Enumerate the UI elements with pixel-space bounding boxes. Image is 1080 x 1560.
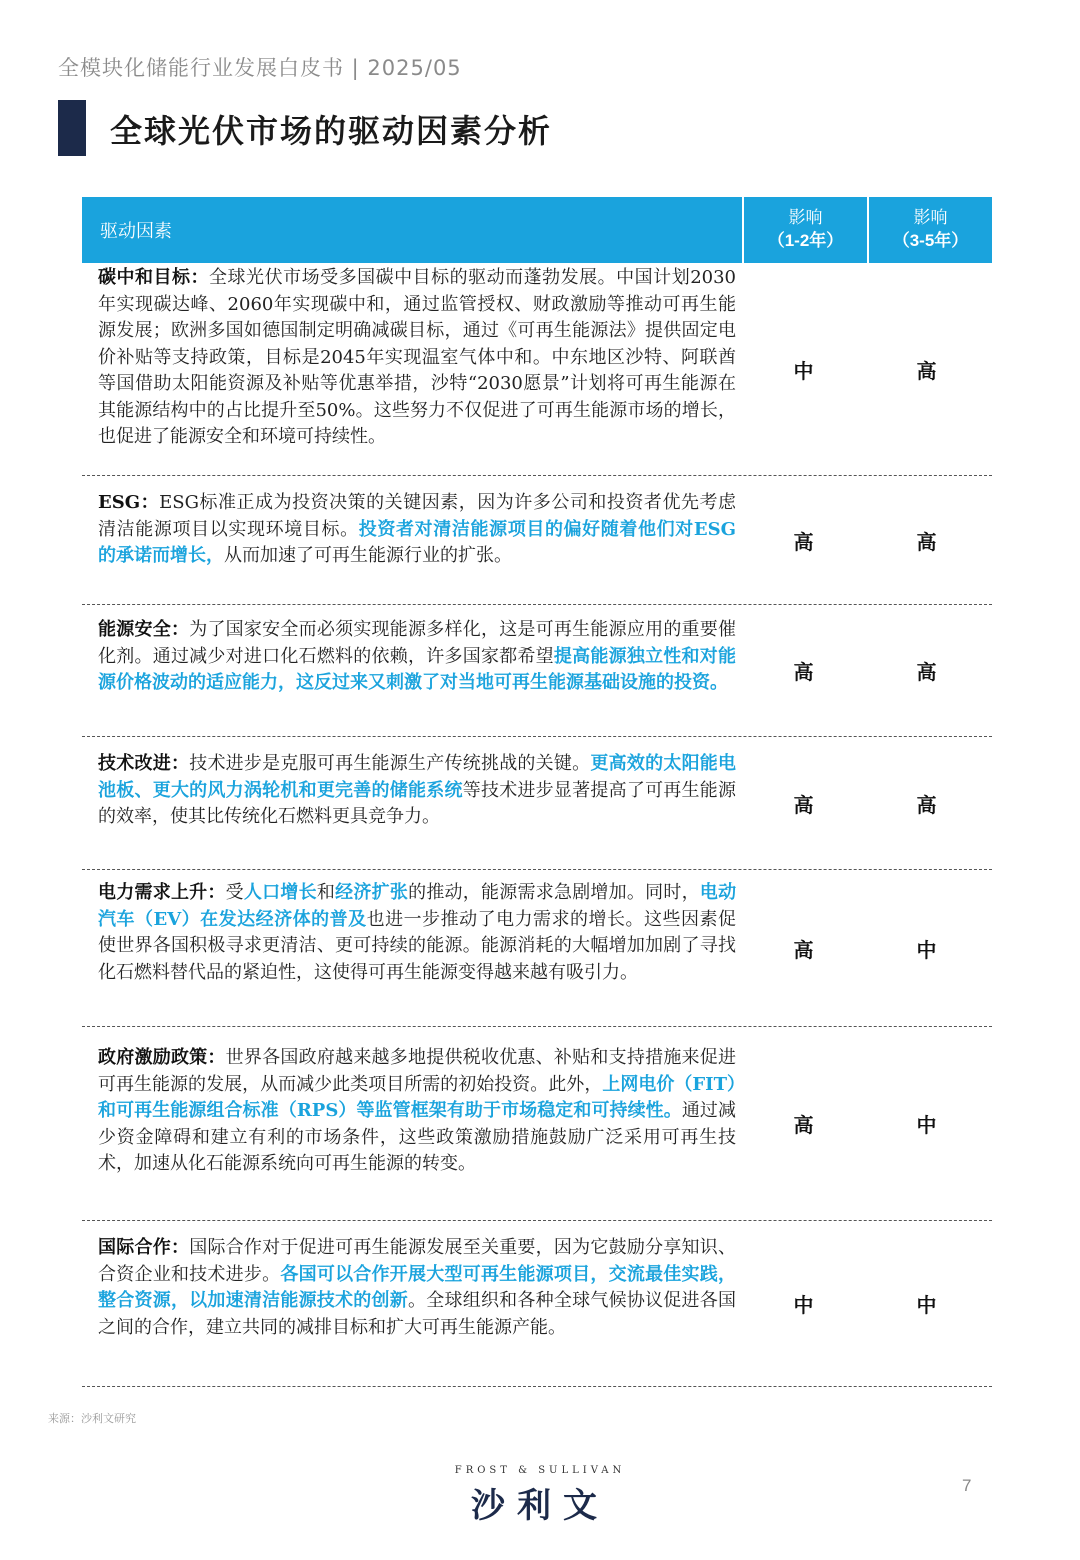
body-text: 等技术进步显著提高了可再生能源的效率，使其比传统化石燃料更具竞争力。 (98, 779, 737, 827)
factor-description (82, 476, 742, 604)
body-text: 技术进步是克服可再生能源生产传统挑战的关键。 (189, 753, 591, 774)
body-text: 。全球组织和各种全球气候协议促进各国之间的合作，建立共同的减排目标和扩大可再生能源产能。 (98, 1290, 736, 1338)
highlighted-text: 更高效的太阳能电池板、更大的风力涡轮机和更完善的储能系统 (98, 753, 737, 801)
frost-sullivan-logo (430, 1465, 650, 1527)
table-row (82, 1027, 992, 1221)
table-row (82, 737, 992, 870)
highlighted-text: 上网电价（FIT）和可再生能源组合标准（RPS）等监管框架有助于市场稳定和可持续性。 (98, 1073, 737, 1121)
table-row (82, 605, 992, 737)
factor-heading-colon: ： (170, 1237, 190, 1258)
factor-description (82, 1027, 742, 1220)
impact-3-5-value: 高 (916, 529, 937, 554)
highlighted-text: 电动汽车（EV）在发达经济体的普及 (98, 882, 737, 930)
factor-heading-colon: ： (207, 882, 226, 903)
body-text: ESG标准正成为投资决策的关键因素，因为许多公司和投资者优先考虑清洁能源项目以实现环境目标。 (98, 492, 736, 540)
factor-heading-colon: ： (170, 619, 190, 640)
body-text: 从而加速了可再生能源行业的扩张。 (224, 545, 512, 566)
factor-heading: ESG (98, 492, 141, 513)
impact-1-2-value: 高 (793, 792, 814, 817)
body-text: 全球光伏市场受多国碳中目标的驱动而蓬勃发展。中国计划2030年实现碳达峰、2060年实现碳中和，通过监管授权、财政激励等推动可再生能源发展；欧洲多国如德国制定明确减碳目标，通过《可再生能源法》提供固定电价补贴等支持政策，目标是2045年实现温室气体中和。中东地区沙特、阿联酋等国借助太阳能资源及补贴等优惠举措，沙特“2030愿景”计划将可再生能源在其能源结构中的占比提升至50%。这些努力不仅促进了可再生能源市场的增长，也促进了能源安全和环境可持续性。 (98, 267, 737, 447)
impact-3-5-value: 高 (916, 792, 937, 817)
table-header (82, 197, 992, 263)
factor-heading: 政府激励政策 (98, 1047, 208, 1068)
page-number: 7 (962, 1476, 972, 1495)
factor-heading: 碳中和目标 (98, 267, 191, 288)
highlighted-text: 人口增长 (243, 882, 317, 903)
factor-description (82, 870, 742, 1026)
impact-3-5-value: 高 (916, 660, 937, 684)
body-text: 和 (316, 882, 336, 903)
source-note: 来源：沙利文研究 (48, 1412, 136, 1425)
drivers-table (82, 197, 992, 1387)
header-impact-period: （3-5年） (892, 231, 969, 250)
highlighted-text: 投资者对清洁能源项目的偏好随着他们对ESG 的承诺而增长， (98, 518, 737, 566)
page-title: 全球光伏市场的驱动因素分析 (110, 112, 553, 150)
header-factor: 驱动因素 (82, 197, 742, 263)
factor-heading: 能源安全 (98, 619, 171, 640)
impact-3-5-value: 中 (916, 937, 937, 962)
body-text: 通过减少资金障碍和建立有利的市场条件，这些政策激励措施鼓励广泛采用可再生技术，加速从化石能源系统向可再生能源的转变。 (98, 1100, 736, 1174)
factor-heading: 电力需求上升 (98, 882, 208, 903)
impact-1-2-value: 中 (793, 1293, 814, 1317)
impact-3-5-value: 中 (916, 1113, 937, 1137)
factor-description (82, 605, 742, 736)
body-text: 国际合作对于促进可再生能源发展至关重要，因为它鼓励分享知识、合资企业和技术进步。 (98, 1237, 737, 1285)
highlighted-text: 提高能源独立性和对能源价格波动的适应能力，这反过来又刺激了对当地可再生能源基础设施的投资。 (98, 645, 737, 693)
header-impact-label: 影响 (913, 208, 948, 229)
impact-3-5-value: 高 (916, 358, 937, 383)
impact-1-2-value: 高 (793, 660, 814, 684)
factor-description (82, 1221, 742, 1386)
table-row (82, 263, 992, 476)
body-text: 为了国家安全而必须实现能源多样化，这是可再生能源应用的重要催化剂。通过减少对进口化石燃料的依赖，许多国家都希望 (98, 619, 737, 667)
document-header: 全模块化储能行业发展白皮书 | 2025/05 (58, 56, 462, 80)
factor-description (82, 263, 742, 475)
table-row (82, 870, 992, 1027)
factor-heading-colon: ： (140, 492, 160, 513)
impact-1-2-value: 高 (793, 937, 814, 962)
impact-1-2-value: 高 (793, 1113, 814, 1137)
factor-heading-colon: ： (207, 1047, 226, 1068)
body-text: 受 (225, 882, 244, 903)
table-body (82, 263, 992, 1387)
body-text: 世界各国政府越来越多地提供税收优惠、补贴和支持措施来促进可再生能源的发展，从而减少此类项目所需的初始投资。此外， (98, 1047, 737, 1095)
impact-3-5-value: 中 (916, 1293, 937, 1317)
header-impact-label: 影响 (788, 208, 823, 229)
factor-description (82, 737, 742, 869)
impact-1-2-value: 高 (793, 529, 814, 554)
header-impact-period: （1-2年） (767, 231, 844, 250)
body-text: 的推动，能源需求急剧增加。同时， (408, 882, 700, 903)
highlighted-text: 经济扩张 (335, 882, 409, 903)
factor-heading: 国际合作 (98, 1237, 171, 1258)
highlighted-text: 各国可以合作开展大型可再生能源项目，交流最佳实践，整合资源，以加速清洁能源技术的创新 (98, 1263, 737, 1311)
header-impact-1-2 (742, 197, 867, 263)
table-row (82, 476, 992, 605)
body-text: 也进一步推动了电力需求的增长。这些因素促使世界各国积极寻求更清洁、更可持续的能源。能源消耗的大幅增加加剧了寻找化石燃料替代品的紧迫性，这使得可再生能源变得越来越有吸引力。 (98, 908, 736, 983)
logo-english-text: FROST & SULLIVAN (454, 1465, 626, 1476)
table-row (82, 1221, 992, 1387)
header-impact-3-5 (867, 197, 992, 263)
impact-1-2-value: 中 (793, 358, 814, 383)
factor-heading-colon: ： (190, 267, 210, 288)
factor-heading: 技术改进 (98, 753, 171, 774)
logo-chinese-text: 沙利文 (471, 1486, 609, 1526)
title-accent-bar (58, 100, 86, 156)
factor-heading-colon: ： (170, 753, 190, 774)
